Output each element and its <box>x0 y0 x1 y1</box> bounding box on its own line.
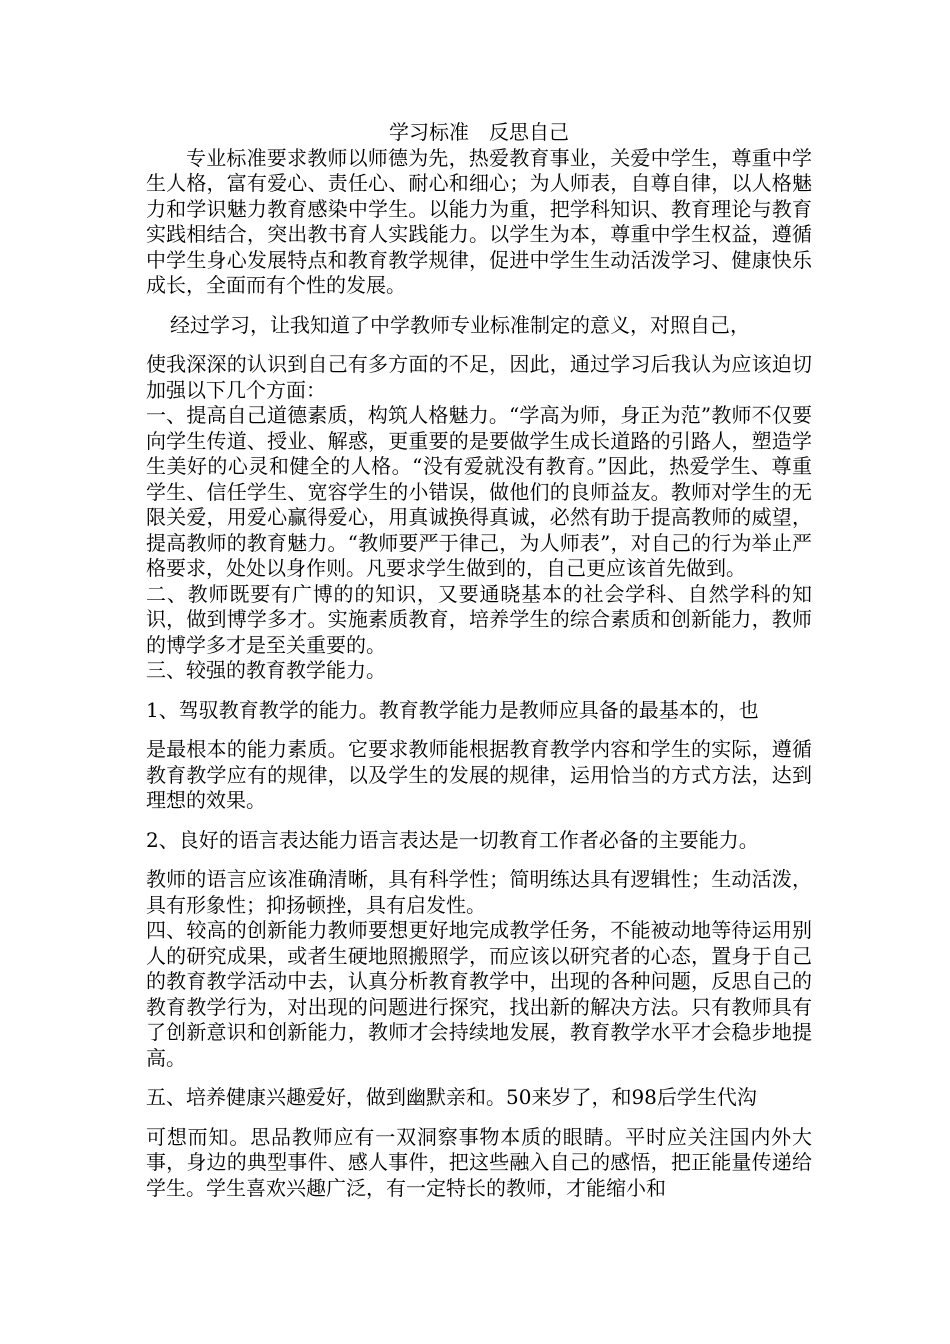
paragraph-learning-meaning: 经过学习，让我知道了中学教师专业标准制定的意义，对照自己， <box>170 312 750 337</box>
document-body <box>146 120 812 1201</box>
paragraph-language-detail: 教师的语言应该准确清晰，具有科学性；简明练达具有逻辑性；生动活泼，具有形象性；抑扬顿挫，具有启发性。 <box>146 867 812 917</box>
paragraph-interests-humor: 五、培养健康兴趣爱好，做到幽默亲和。50来岁了，和98后学生代沟 <box>146 1085 757 1109</box>
paragraph-language-ability: 2、良好的语言表达能力语言表达是一切教育工作者必备的主要能力。 <box>146 827 759 852</box>
paragraph-broad-knowledge: 二、教师既要有广博的的知识，又要通晓基本的社会学科、自然学科的知识，做到博学多才。实施素质教育，培养学生的综合素质和创新能力，教师的博学多才是至关重要的。 <box>146 581 812 657</box>
paragraph-moral-quality: 一、提高自己道德素质，构筑人格魅力。“学高为师，身正为范”教师不仅要向学生传道、授业、解惑，更重要的是要做学生成长道路的引路人，塑造学生美好的心灵和健全的人格。“没有爱就没有教育。”因此，热爱学生、尊重学生、信任学生、宽容学生的小错误，做他们的良师益友。教师对学生的无限关爱，用爱心赢得爱心，用真诚换得真诚，必然有助于提高教师的威望，提高教师的教育魅力。“教师要严于律己，为人师表”，对自己的行为举止严格要求，处处以身作则。凡要求学生做到的，自己更应该首先做到。 <box>146 403 812 580</box>
document-title: 学习标准 反思自己 <box>389 120 569 144</box>
paragraph-innovation-ability: 四、较高的创新能力教师要想更好地完成教学任务，不能被动地等待运用别人的研究成果，或者生硬地照搬照学，而应该以研究者的心态，置身于自己的教育教学活动中去，认真分析教育教学中，出现的各种问题，反思自己的教育教学行为，对出现的问题进行探究，找出新的解决方法。只有教师具有了创新意识和创新能力，教师才会持续地发展，教育教学水平才会稳步地提高。 <box>146 918 812 1070</box>
paragraph-teaching-ability-heading: 三、较强的教育教学能力。 <box>146 658 386 682</box>
paragraph-interests-detail: 可想而知。思品教师应有一双洞察事物本质的眼睛。平时应关注国内外大事，身边的典型事件、感人事件，把这些融入自己的感悟，把正能量传递给学生。学生喜欢兴趣广泛，有一定特长的教师，才能缩小和 <box>146 1124 812 1200</box>
paragraph-standard-requirements: 专业标准要求教师以师德为先，热爱教育事业，关爱中学生，尊重中学生人格，富有爱心、责任心、耐心和细心；为人师表，自尊自律，以人格魅力和学识魅力教育感染中学生。以能力为重，把学科知识、教育理论与教育实践相结合，突出教书育人实践能力。以学生为本，尊重中学生权益，遵循中学生身心发展特点和教育教学规律，促进中学生生动活泼学习、健康快乐成长，全面而有个性的发展。 <box>146 145 812 297</box>
paragraph-shortcomings: 使我深深的认识到自己有多方面的不足，因此，通过学习后我认为应该迫切加强以下几个方面： <box>146 352 812 402</box>
paragraph-teaching-control-detail: 是最根本的能力素质。它要求教师能根据教育教学内容和学生的实际，遵循教育教学应有的规律，以及学生的发展的规律，运用恰当的方式方法，达到理想的效果。 <box>146 737 812 812</box>
paragraph-teaching-control-ability: 1、驾驭教育教学的能力。教育教学能力是教师应具备的最基本的，也 <box>146 697 759 722</box>
